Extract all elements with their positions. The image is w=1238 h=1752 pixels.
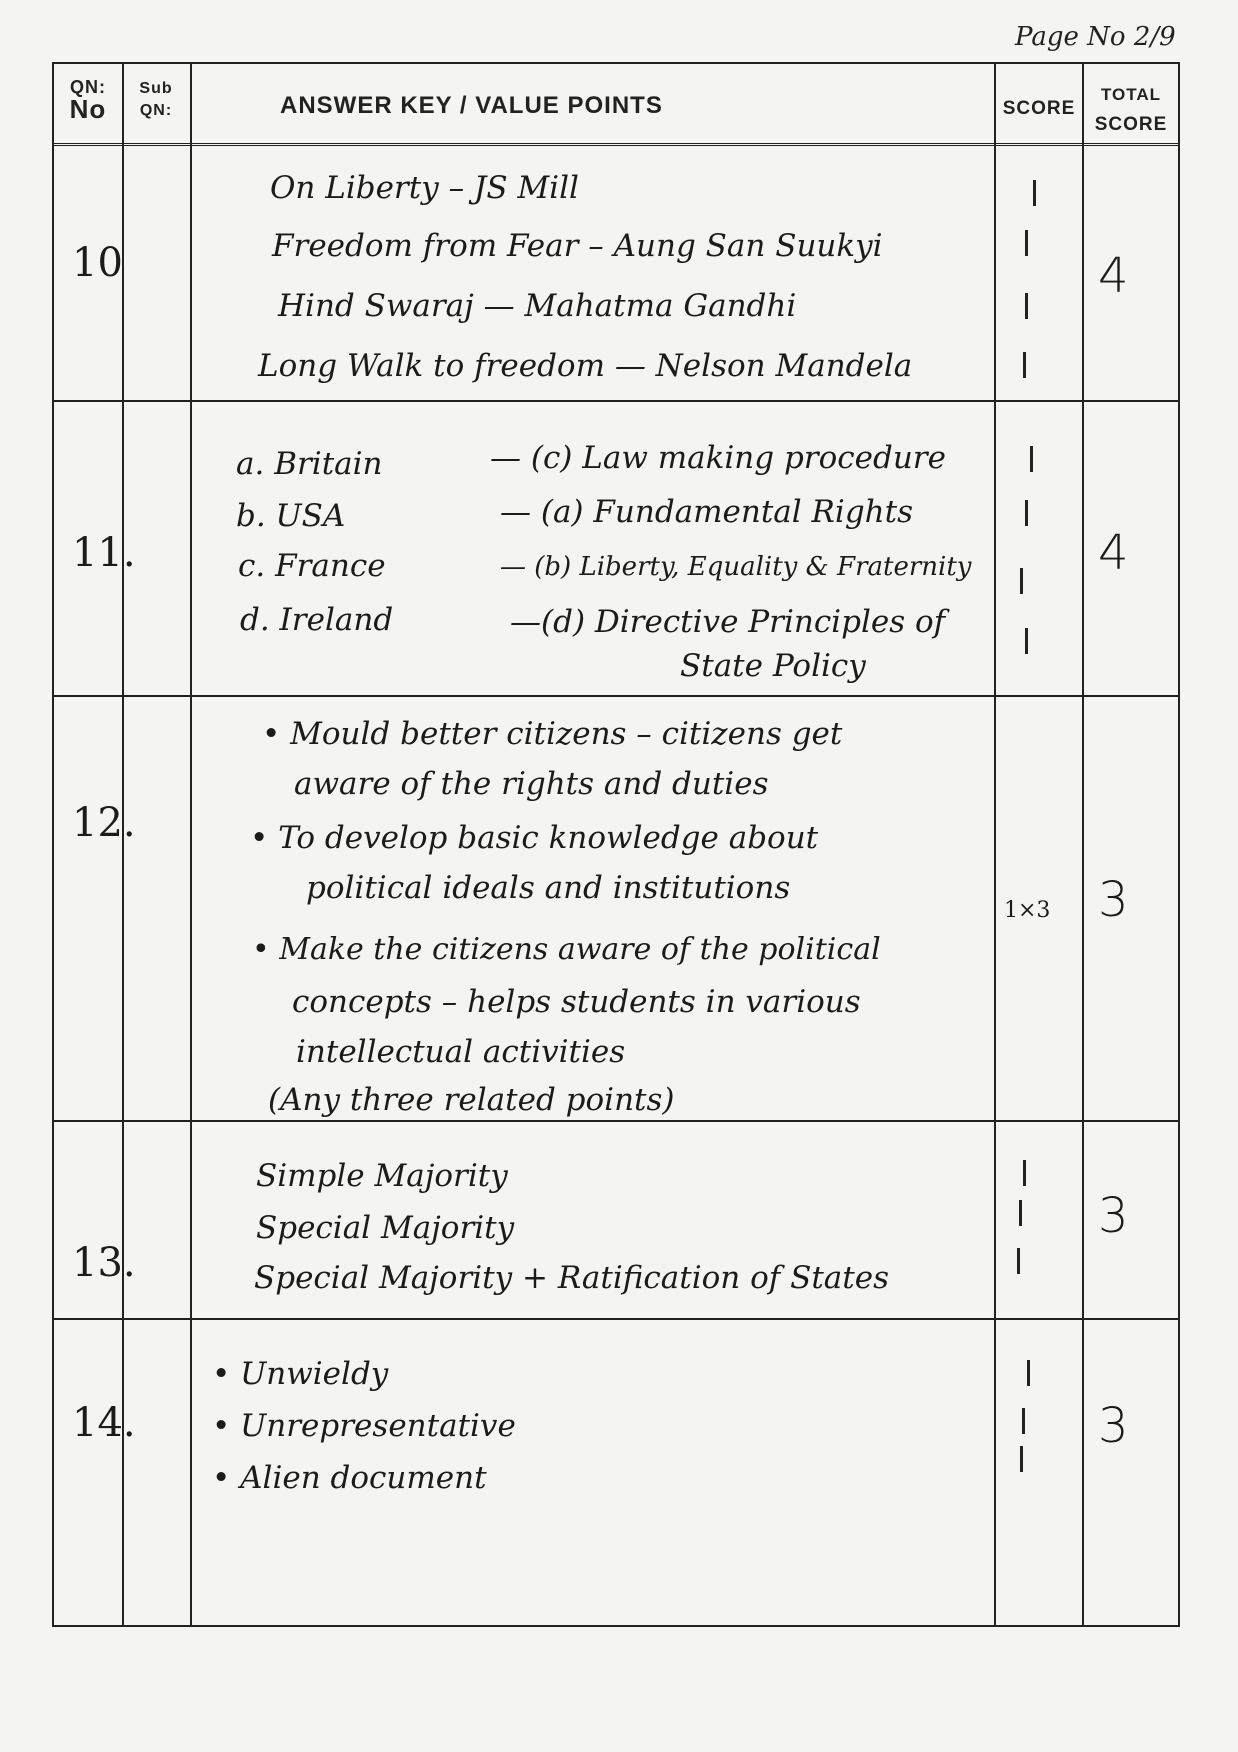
answer-line: political ideals and institutions — [306, 870, 791, 906]
answer-line: —(d) Directive Principles of — [510, 604, 946, 640]
score-mark — [1033, 180, 1036, 206]
answer-line: a. Britain — [236, 446, 383, 482]
answer-line: concepts – helps students in various — [292, 984, 861, 1020]
total-score: 3 — [1098, 872, 1129, 928]
score-mark — [1025, 628, 1028, 654]
score-mark — [1023, 1160, 1026, 1186]
score-mark — [1022, 1408, 1025, 1434]
answer-line: Special Majority + Ratification of States — [254, 1260, 890, 1296]
header-answer-key: ANSWER KEY / VALUE POINTS — [280, 92, 663, 119]
header-score: SCORE — [1002, 98, 1076, 119]
score-mark — [1025, 500, 1028, 526]
answer-line: • To develop basic knowledge about — [250, 820, 818, 856]
row-divider — [52, 400, 1180, 402]
header-qn-no: QN: No — [69, 77, 107, 124]
score-mark — [1020, 568, 1023, 594]
question-number: 10 — [72, 240, 123, 286]
answer-line: — (a) Fundamental Rights — [500, 494, 913, 530]
answer-line: — (c) Law making procedure — [490, 440, 946, 476]
score-mark — [1017, 1248, 1020, 1274]
answer-line: b. USA — [236, 498, 346, 534]
answer-line: c. France — [238, 548, 386, 584]
answer-line: • Alien document — [212, 1460, 487, 1496]
row-divider — [52, 1318, 1180, 1320]
score-mark — [1020, 1446, 1023, 1472]
answer-line: On Liberty – JS Mill — [270, 170, 579, 206]
answer-line: Long Walk to freedom — Nelson Mandela — [258, 348, 913, 384]
column-divider — [190, 62, 192, 1627]
question-number: 11. — [72, 530, 136, 576]
score-mark — [1025, 293, 1028, 319]
answer-line: intellectual activities — [296, 1034, 626, 1070]
answer-line: • Unrepresentative — [212, 1408, 516, 1444]
answer-line: d. Ireland — [240, 602, 394, 638]
answer-line: Freedom from Fear – Aung San Suukyi — [272, 228, 883, 264]
row-divider — [52, 1120, 1180, 1122]
answer-line: (Any three related points) — [268, 1082, 675, 1118]
score-mark — [1023, 352, 1026, 378]
answer-line: State Policy — [680, 648, 866, 684]
score-mark — [1030, 446, 1033, 472]
score-mark — [1027, 1360, 1030, 1386]
question-number: 14. — [72, 1400, 136, 1446]
answer-line: Simple Majority — [256, 1158, 508, 1194]
answer-line: aware of the rights and duties — [294, 766, 769, 802]
score-value: 1×3 — [1004, 898, 1051, 923]
answer-line: • Mould better citizens – citizens get — [262, 716, 842, 752]
header-divider — [52, 143, 1180, 146]
answer-line: — (b) Liberty, Equality & Fraternity — [500, 552, 972, 582]
answer-line: Special Majority — [256, 1210, 515, 1246]
page-number: Page No 2/9 — [1015, 22, 1176, 52]
total-score: 4 — [1098, 248, 1129, 304]
column-divider — [1082, 62, 1084, 1627]
answer-line: Hind Swaraj — Mahatma Gandhi — [278, 288, 797, 324]
score-mark — [1025, 230, 1028, 256]
header-sub-qn: Sub QN: — [139, 80, 173, 119]
row-divider — [52, 695, 1180, 697]
header-total-score: TOTAL SCORE — [1094, 85, 1168, 135]
column-divider — [994, 62, 996, 1627]
answer-line: • Make the citizens aware of the political — [252, 932, 881, 967]
score-mark — [1019, 1200, 1022, 1226]
total-score: 3 — [1098, 1398, 1129, 1454]
question-number: 13. — [72, 1240, 136, 1286]
total-score: 3 — [1098, 1188, 1129, 1244]
total-score: 4 — [1098, 525, 1129, 581]
answer-line: • Unwieldy — [212, 1356, 388, 1392]
question-number: 12. — [72, 800, 136, 846]
